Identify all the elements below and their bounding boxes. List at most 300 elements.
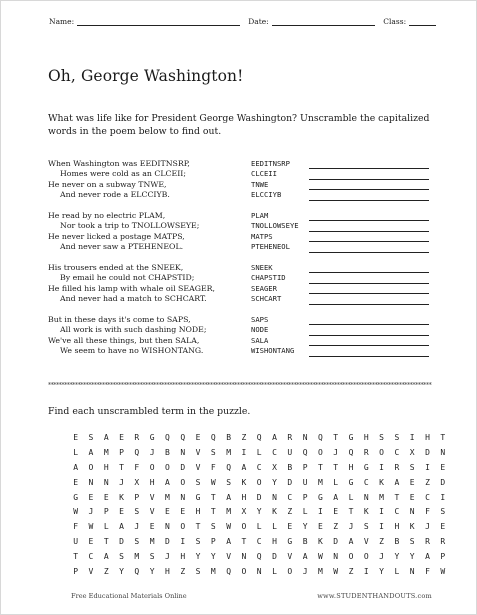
puzzle-letter[interactable]: E bbox=[88, 492, 94, 502]
puzzle-letter[interactable]: S bbox=[195, 477, 201, 487]
puzzle-letter[interactable]: V bbox=[149, 492, 155, 502]
puzzle-letter[interactable]: U bbox=[73, 537, 79, 547]
puzzle-letter[interactable]: I bbox=[425, 462, 430, 472]
puzzle-letter[interactable]: J bbox=[134, 522, 140, 532]
puzzle-letter[interactable]: V bbox=[149, 507, 155, 517]
puzzle-letter[interactable]: E bbox=[409, 492, 415, 502]
puzzle-letter[interactable]: Y bbox=[195, 552, 201, 562]
puzzle-letter[interactable]: T bbox=[394, 492, 400, 502]
puzzle-letter[interactable]: R bbox=[363, 447, 369, 457]
puzzle-row bbox=[68, 564, 450, 579]
answer-blank[interactable] bbox=[309, 316, 429, 325]
poem-line: And never saw a PTEHENEOL. bbox=[60, 242, 184, 252]
worksheet-title: Oh, George Washington! bbox=[48, 67, 244, 85]
poem-line: And never had a match to SCHCART. bbox=[60, 294, 207, 304]
puzzle-letter[interactable]: L bbox=[333, 477, 339, 487]
puzzle-letter[interactable]: H bbox=[363, 432, 369, 442]
puzzle-letter[interactable]: N bbox=[409, 507, 415, 517]
answer-blank[interactable] bbox=[309, 275, 429, 284]
puzzle-letter[interactable]: N bbox=[333, 552, 339, 562]
puzzle-letter[interactable]: K bbox=[379, 477, 384, 487]
puzzle-letter[interactable]: L bbox=[272, 566, 277, 576]
puzzle-letter[interactable]: W bbox=[317, 552, 323, 562]
puzzle-letter[interactable]: P bbox=[73, 566, 79, 576]
puzzle-letter[interactable]: G bbox=[317, 492, 323, 502]
puzzle-letter[interactable]: O bbox=[88, 462, 94, 472]
puzzle-letter[interactable]: H bbox=[394, 522, 400, 532]
puzzle-letter[interactable]: S bbox=[440, 507, 446, 517]
puzzle-letter[interactable]: N bbox=[440, 447, 446, 457]
poem-line: When Washington was EEDITNSRP, bbox=[48, 159, 190, 168]
scrambled-word: TNOLLOWSEYE bbox=[251, 221, 299, 231]
puzzle-letter[interactable]: J bbox=[302, 566, 308, 576]
puzzle-letter[interactable]: M bbox=[210, 566, 216, 576]
puzzle-letter[interactable]: P bbox=[134, 492, 140, 502]
puzzle-letter[interactable]: M bbox=[149, 537, 155, 547]
class-blank bbox=[409, 17, 436, 26]
intro-text: What was life like for President George Washington? Unscramble the capitalized words in the poem below to find out. bbox=[48, 113, 430, 137]
puzzle-row bbox=[68, 460, 450, 475]
puzzle-letter[interactable]: P bbox=[302, 492, 308, 502]
puzzle-letter[interactable]: P bbox=[440, 552, 446, 562]
puzzle-letter[interactable]: E bbox=[287, 522, 293, 532]
puzzle-letter[interactable]: E bbox=[317, 522, 323, 532]
puzzle-letter[interactable]: N bbox=[256, 566, 262, 576]
puzzle-letter[interactable]: D bbox=[165, 537, 170, 547]
puzzle-letter[interactable]: D bbox=[119, 537, 124, 547]
answer-blank[interactable] bbox=[309, 181, 429, 190]
answer-blank[interactable] bbox=[309, 192, 429, 201]
puzzle-letter[interactable]: K bbox=[119, 492, 124, 502]
puzzle-letter[interactable]: U bbox=[302, 477, 308, 487]
answer-group bbox=[251, 159, 429, 201]
puzzle-letter[interactable]: Q bbox=[226, 462, 232, 472]
puzzle-letter[interactable]: T bbox=[210, 492, 216, 502]
puzzle-letter[interactable]: W bbox=[333, 566, 339, 576]
puzzle-letter[interactable]: L bbox=[103, 522, 109, 532]
puzzle-letter[interactable]: S bbox=[210, 447, 216, 457]
puzzle-letter[interactable]: H bbox=[195, 507, 201, 517]
puzzle-letter[interactable]: C bbox=[272, 447, 277, 457]
puzzle-letter[interactable]: M bbox=[226, 447, 232, 457]
puzzle-letter[interactable]: X bbox=[241, 507, 247, 517]
puzzle-letter[interactable]: I bbox=[241, 447, 247, 457]
puzzle-letter[interactable]: H bbox=[348, 462, 354, 472]
answer-blank[interactable] bbox=[309, 233, 429, 242]
puzzle-letter[interactable]: A bbox=[425, 552, 430, 562]
poem-line: But in these days it's come to SAPS, bbox=[48, 315, 191, 324]
puzzle-letter[interactable]: Z bbox=[348, 566, 354, 576]
puzzle-letter[interactable]: E bbox=[103, 492, 109, 502]
puzzle-letter[interactable]: N bbox=[88, 477, 94, 487]
puzzle-letter[interactable]: J bbox=[165, 552, 170, 562]
puzzle-letter[interactable]: K bbox=[272, 507, 277, 517]
puzzle-letter[interactable]: P bbox=[103, 507, 109, 517]
puzzle-letter[interactable]: P bbox=[119, 447, 124, 457]
puzzle-letter[interactable]: Y bbox=[149, 566, 155, 576]
puzzle-letter[interactable]: O bbox=[317, 447, 323, 457]
puzzle-letter[interactable]: L bbox=[256, 447, 262, 457]
scrambled-word: CHAPSTID bbox=[251, 273, 286, 283]
puzzle-letter[interactable]: N bbox=[165, 522, 170, 532]
puzzle-letter[interactable]: T bbox=[440, 432, 446, 442]
puzzle-letter[interactable]: Q bbox=[317, 432, 323, 442]
puzzle-letter[interactable]: J bbox=[425, 522, 430, 532]
puzzle-letter[interactable]: E bbox=[165, 507, 170, 517]
puzzle-letter[interactable]: P bbox=[302, 462, 308, 472]
puzzle-letter[interactable]: L bbox=[302, 507, 308, 517]
puzzle-letter[interactable]: S bbox=[195, 537, 201, 547]
scrambled-word: SNEEK bbox=[251, 262, 273, 272]
puzzle-letter[interactable]: X bbox=[272, 462, 277, 472]
puzzle-letter[interactable]: M bbox=[317, 566, 323, 576]
poem-stanza bbox=[48, 315, 207, 357]
puzzle-letter[interactable]: U bbox=[287, 447, 293, 457]
puzzle-letter[interactable]: E bbox=[73, 432, 79, 442]
puzzle-letter[interactable]: E bbox=[73, 477, 79, 487]
puzzle-letter[interactable]: A bbox=[103, 432, 109, 442]
puzzle-letter[interactable]: S bbox=[149, 552, 155, 562]
puzzle-letter[interactable]: O bbox=[241, 566, 247, 576]
scrambled-word: SCHCART bbox=[251, 294, 282, 304]
scrambled-word: WISHONTANG bbox=[251, 346, 295, 356]
scrambled-word: CLCEII bbox=[251, 169, 277, 179]
puzzle-letter[interactable]: A bbox=[348, 537, 354, 547]
puzzle-letter[interactable]: O bbox=[363, 552, 369, 562]
answer-blank[interactable] bbox=[309, 212, 429, 221]
puzzle-letter[interactable]: V bbox=[226, 552, 232, 562]
puzzle-letter[interactable]: S bbox=[210, 522, 216, 532]
puzzle-letter[interactable]: N bbox=[363, 492, 369, 502]
puzzle-letter[interactable]: K bbox=[241, 477, 247, 487]
puzzle-letter[interactable]: J bbox=[333, 447, 339, 457]
puzzle-letter[interactable]: S bbox=[409, 462, 415, 472]
puzzle-letter[interactable]: Z bbox=[379, 537, 384, 547]
puzzle-letter[interactable]: H bbox=[149, 477, 155, 487]
puzzle-letter[interactable]: C bbox=[88, 552, 94, 562]
puzzle-letter[interactable]: O bbox=[287, 566, 293, 576]
puzzle-letter[interactable]: F bbox=[73, 522, 79, 532]
puzzle-letter[interactable]: A bbox=[226, 537, 232, 547]
puzzle-letter[interactable]: S bbox=[134, 507, 140, 517]
puzzle-letter[interactable]: W bbox=[440, 566, 446, 576]
puzzle-letter[interactable]: J bbox=[149, 447, 155, 457]
puzzle-letter[interactable]: M bbox=[103, 447, 109, 457]
puzzle-letter[interactable]: E bbox=[440, 462, 446, 472]
puzzle-letter[interactable]: O bbox=[165, 462, 170, 472]
puzzle-letter[interactable]: V bbox=[363, 537, 369, 547]
name-blank bbox=[77, 17, 240, 26]
puzzle-letter[interactable]: H bbox=[180, 552, 186, 562]
puzzle-letter[interactable]: Y bbox=[379, 566, 384, 576]
puzzle-letter[interactable]: O bbox=[241, 522, 247, 532]
puzzle-letter[interactable]: N bbox=[180, 492, 186, 502]
puzzle-letter[interactable]: A bbox=[241, 462, 247, 472]
puzzle-letter[interactable]: F bbox=[425, 566, 430, 576]
puzzle-letter[interactable]: H bbox=[272, 537, 277, 547]
date-blank bbox=[272, 17, 376, 26]
answer-blank[interactable] bbox=[309, 327, 429, 336]
puzzle-letter[interactable]: S bbox=[134, 537, 140, 547]
poem-line: We seem to have no WISHONTANG. bbox=[60, 346, 204, 356]
puzzle-letter[interactable]: H bbox=[425, 432, 430, 442]
puzzle-letter[interactable]: A bbox=[226, 492, 232, 502]
puzzle-letter[interactable]: T bbox=[210, 507, 216, 517]
puzzle-letter[interactable]: R bbox=[425, 537, 430, 547]
puzzle-letter[interactable]: E bbox=[149, 522, 155, 532]
puzzle-letter[interactable]: Y bbox=[409, 552, 415, 562]
puzzle-letter[interactable]: A bbox=[165, 477, 170, 487]
puzzle-letter[interactable]: B bbox=[287, 462, 293, 472]
puzzle-row bbox=[68, 504, 450, 519]
puzzle-letter[interactable]: M bbox=[165, 492, 170, 502]
puzzle-letter[interactable]: D bbox=[180, 462, 186, 472]
puzzle-letter[interactable]: T bbox=[333, 462, 339, 472]
puzzle-letter[interactable]: C bbox=[256, 537, 262, 547]
puzzle-letter[interactable]: W bbox=[88, 522, 94, 532]
puzzle-letter[interactable]: A bbox=[103, 552, 109, 562]
puzzle-letter[interactable]: G bbox=[195, 492, 201, 502]
puzzle-letter[interactable]: K bbox=[409, 522, 415, 532]
puzzle-letter[interactable]: S bbox=[195, 566, 201, 576]
puzzle-letter[interactable]: H bbox=[241, 492, 247, 502]
puzzle-letter[interactable]: I bbox=[363, 566, 369, 576]
puzzle-letter[interactable]: T bbox=[333, 432, 339, 442]
puzzle-letter[interactable]: T bbox=[241, 537, 247, 547]
puzzle-letter[interactable]: Y bbox=[119, 566, 124, 576]
puzzle-letter[interactable]: R bbox=[134, 432, 140, 442]
puzzle-letter[interactable]: Y bbox=[256, 507, 262, 517]
puzzle-letter[interactable]: W bbox=[73, 507, 79, 517]
puzzle-letter[interactable]: W bbox=[226, 522, 232, 532]
puzzle-letter[interactable]: D bbox=[287, 477, 293, 487]
puzzle-letter[interactable]: V bbox=[287, 552, 293, 562]
scrambled-word: ELCCIYB bbox=[251, 190, 282, 200]
puzzle-letter[interactable]: E bbox=[409, 477, 415, 487]
puzzle-letter[interactable]: E bbox=[119, 432, 124, 442]
puzzle-letter[interactable]: K bbox=[363, 507, 369, 517]
puzzle-letter[interactable]: N bbox=[409, 566, 415, 576]
puzzle-letter[interactable]: Q bbox=[302, 447, 308, 457]
puzzle-letter[interactable]: A bbox=[88, 447, 94, 457]
puzzle-letter[interactable]: O bbox=[180, 522, 186, 532]
puzzle-letter[interactable]: G bbox=[149, 432, 155, 442]
puzzle-letter[interactable]: B bbox=[226, 432, 232, 442]
puzzle-letter[interactable]: Y bbox=[272, 477, 277, 487]
puzzle-letter[interactable]: N bbox=[103, 477, 109, 487]
puzzle-letter[interactable]: Q bbox=[226, 566, 232, 576]
puzzle-letter[interactable]: S bbox=[409, 537, 415, 547]
answer-blank[interactable] bbox=[309, 244, 429, 253]
puzzle-letter[interactable]: I bbox=[379, 522, 384, 532]
puzzle-letter[interactable]: S bbox=[88, 432, 94, 442]
answer-blank[interactable] bbox=[309, 160, 429, 169]
puzzle-letter[interactable]: I bbox=[379, 462, 384, 472]
puzzle-letter[interactable]: Q bbox=[165, 432, 170, 442]
answer-group bbox=[251, 263, 429, 305]
puzzle-letter[interactable]: O bbox=[379, 447, 384, 457]
puzzle-letter[interactable]: I bbox=[317, 507, 323, 517]
puzzle-letter[interactable]: Z bbox=[103, 566, 109, 576]
scrambled-word: MATPS bbox=[251, 231, 273, 241]
puzzle-letter[interactable]: S bbox=[363, 522, 369, 532]
puzzle-letter[interactable]: Q bbox=[134, 447, 140, 457]
puzzle-letter[interactable]: L bbox=[256, 522, 262, 532]
puzzle-letter[interactable]: P bbox=[210, 537, 216, 547]
puzzle-letter[interactable]: E bbox=[333, 507, 339, 517]
puzzle-letter[interactable]: C bbox=[363, 477, 369, 487]
puzzle-letter[interactable]: L bbox=[73, 447, 79, 457]
puzzle-letter[interactable]: R bbox=[440, 537, 446, 547]
puzzle-letter[interactable]: B bbox=[394, 537, 400, 547]
puzzle-letter[interactable]: S bbox=[226, 477, 232, 487]
puzzle-letter[interactable]: C bbox=[394, 507, 400, 517]
puzzle-letter[interactable]: R bbox=[287, 432, 293, 442]
find-instruction: Find each unscrambled term in the puzzle. bbox=[48, 406, 251, 417]
puzzle-letter[interactable]: D bbox=[440, 477, 446, 487]
puzzle-letter[interactable]: Q bbox=[256, 432, 262, 442]
puzzle-letter[interactable]: H bbox=[103, 462, 109, 472]
puzzle-letter[interactable]: Z bbox=[333, 522, 339, 532]
puzzle-letter[interactable]: E bbox=[88, 537, 94, 547]
puzzle-letter[interactable]: J bbox=[379, 552, 384, 562]
puzzle-letter[interactable]: T bbox=[103, 537, 109, 547]
puzzle-letter[interactable]: J bbox=[119, 477, 124, 487]
puzzle-letter[interactable]: O bbox=[256, 477, 262, 487]
answer-blank[interactable] bbox=[309, 223, 429, 232]
puzzle-letter[interactable]: F bbox=[210, 462, 216, 472]
puzzle-letter[interactable]: Q bbox=[134, 566, 140, 576]
puzzle-letter[interactable]: X bbox=[134, 477, 140, 487]
puzzle-letter[interactable]: Z bbox=[241, 432, 247, 442]
puzzle-letter[interactable]: I bbox=[409, 432, 415, 442]
puzzle-letter[interactable]: N bbox=[302, 432, 308, 442]
puzzle-letter[interactable]: R bbox=[394, 462, 400, 472]
puzzle-letter[interactable]: V bbox=[88, 566, 94, 576]
poem-line: He read by no electric PLAM, bbox=[48, 211, 166, 220]
footer-left-text: Free Educational Materials Online bbox=[71, 592, 187, 600]
puzzle-letter[interactable]: G bbox=[73, 492, 79, 502]
puzzle-letter[interactable]: L bbox=[272, 522, 277, 532]
answer-blank[interactable] bbox=[309, 264, 429, 273]
puzzle-letter[interactable]: H bbox=[165, 566, 170, 576]
puzzle-letter[interactable]: K bbox=[317, 537, 323, 547]
puzzle-letter[interactable]: I bbox=[440, 492, 446, 502]
puzzle-letter[interactable]: W bbox=[210, 477, 216, 487]
puzzle-letter[interactable]: Q bbox=[180, 432, 186, 442]
puzzle-letter[interactable]: G bbox=[348, 432, 354, 442]
puzzle-letter[interactable]: F bbox=[425, 507, 430, 517]
answer-blank[interactable] bbox=[309, 337, 429, 346]
poem-stanza bbox=[48, 211, 199, 253]
puzzle-letter[interactable]: Q bbox=[256, 552, 262, 562]
puzzle-letter[interactable]: S bbox=[379, 432, 384, 442]
puzzle-letter[interactable]: E bbox=[119, 507, 124, 517]
puzzle-letter[interactable]: Z bbox=[425, 477, 430, 487]
answer-blank[interactable] bbox=[309, 296, 429, 305]
poem-line: Homes were cold as an CLCEII; bbox=[60, 169, 186, 179]
puzzle-letter[interactable]: S bbox=[119, 552, 124, 562]
puzzle-letter[interactable]: L bbox=[348, 492, 354, 502]
puzzle-letter[interactable]: I bbox=[379, 507, 384, 517]
puzzle-letter[interactable]: T bbox=[195, 522, 201, 532]
puzzle-letter[interactable]: O bbox=[149, 462, 155, 472]
puzzle-letter[interactable]: Y bbox=[210, 552, 216, 562]
puzzle-letter[interactable]: A bbox=[302, 552, 308, 562]
puzzle-letter[interactable]: Z bbox=[180, 566, 186, 576]
puzzle-letter[interactable]: J bbox=[348, 522, 354, 532]
puzzle-letter[interactable]: G bbox=[287, 537, 293, 547]
puzzle-letter[interactable]: A bbox=[272, 432, 277, 442]
scrambled-word: SAPS bbox=[251, 314, 269, 324]
puzzle-letter[interactable]: F bbox=[134, 462, 140, 472]
puzzle-letter[interactable]: D bbox=[425, 447, 430, 457]
answer-blank[interactable] bbox=[309, 171, 429, 180]
puzzle-letter[interactable]: X bbox=[409, 447, 415, 457]
puzzle-letter[interactable]: T bbox=[348, 507, 354, 517]
puzzle-letter[interactable]: Y bbox=[302, 522, 308, 532]
puzzle-letter[interactable]: D bbox=[272, 552, 277, 562]
puzzle-letter[interactable]: O bbox=[180, 477, 186, 487]
puzzle-letter[interactable]: I bbox=[180, 537, 186, 547]
puzzle-letter[interactable]: E bbox=[180, 507, 186, 517]
answer-blank[interactable] bbox=[309, 348, 429, 357]
puzzle-letter[interactable]: G bbox=[348, 477, 354, 487]
puzzle-letter[interactable]: Z bbox=[287, 507, 293, 517]
puzzle-letter[interactable]: M bbox=[226, 507, 232, 517]
puzzle-letter[interactable]: B bbox=[302, 537, 308, 547]
puzzle-letter[interactable]: C bbox=[287, 492, 293, 502]
answer-blank[interactable] bbox=[309, 285, 429, 294]
puzzle-letter[interactable]: N bbox=[180, 447, 186, 457]
puzzle-letter[interactable]: E bbox=[440, 522, 446, 532]
puzzle-letter[interactable]: O bbox=[348, 552, 354, 562]
puzzle-row bbox=[68, 519, 450, 534]
puzzle-letter[interactable]: V bbox=[195, 462, 201, 472]
puzzle-letter[interactable]: D bbox=[333, 537, 339, 547]
puzzle-letter[interactable]: J bbox=[88, 507, 94, 517]
puzzle-letter[interactable]: Q bbox=[348, 447, 354, 457]
puzzle-letter[interactable]: G bbox=[363, 462, 369, 472]
puzzle-letter[interactable]: A bbox=[394, 477, 400, 487]
puzzle-letter[interactable]: Q bbox=[210, 432, 216, 442]
puzzle-letter[interactable]: S bbox=[394, 432, 400, 442]
poem-line: By email he could not CHAPSTID; bbox=[60, 273, 195, 283]
poem-line: We've all these things, but then SALA, bbox=[48, 335, 200, 345]
puzzle-letter[interactable]: E bbox=[195, 432, 201, 442]
puzzle-letter[interactable]: N bbox=[241, 552, 247, 562]
puzzle-letter[interactable]: A bbox=[73, 462, 79, 472]
puzzle-letter[interactable]: T bbox=[317, 462, 323, 472]
puzzle-letter[interactable]: A bbox=[333, 492, 339, 502]
puzzle-letter[interactable]: N bbox=[272, 492, 277, 502]
puzzle-letter[interactable]: M bbox=[317, 477, 323, 487]
puzzle-letter[interactable]: C bbox=[425, 492, 430, 502]
puzzle-letter[interactable]: D bbox=[256, 492, 262, 502]
puzzle-letter[interactable]: L bbox=[394, 566, 400, 576]
star-divider: ********************************************************************************************************************************************** bbox=[48, 382, 432, 389]
puzzle-letter[interactable]: V bbox=[195, 447, 201, 457]
puzzle-letter[interactable]: Y bbox=[394, 552, 400, 562]
puzzle-letter[interactable]: T bbox=[73, 552, 79, 562]
puzzle-letter[interactable]: C bbox=[256, 462, 262, 472]
puzzle-letter[interactable]: T bbox=[119, 462, 124, 472]
puzzle-letter[interactable]: M bbox=[379, 492, 384, 502]
puzzle-letter[interactable]: A bbox=[119, 522, 124, 532]
puzzle-letter[interactable]: M bbox=[134, 552, 140, 562]
puzzle-letter[interactable]: B bbox=[165, 447, 170, 457]
puzzle-letter[interactable]: C bbox=[394, 447, 400, 457]
